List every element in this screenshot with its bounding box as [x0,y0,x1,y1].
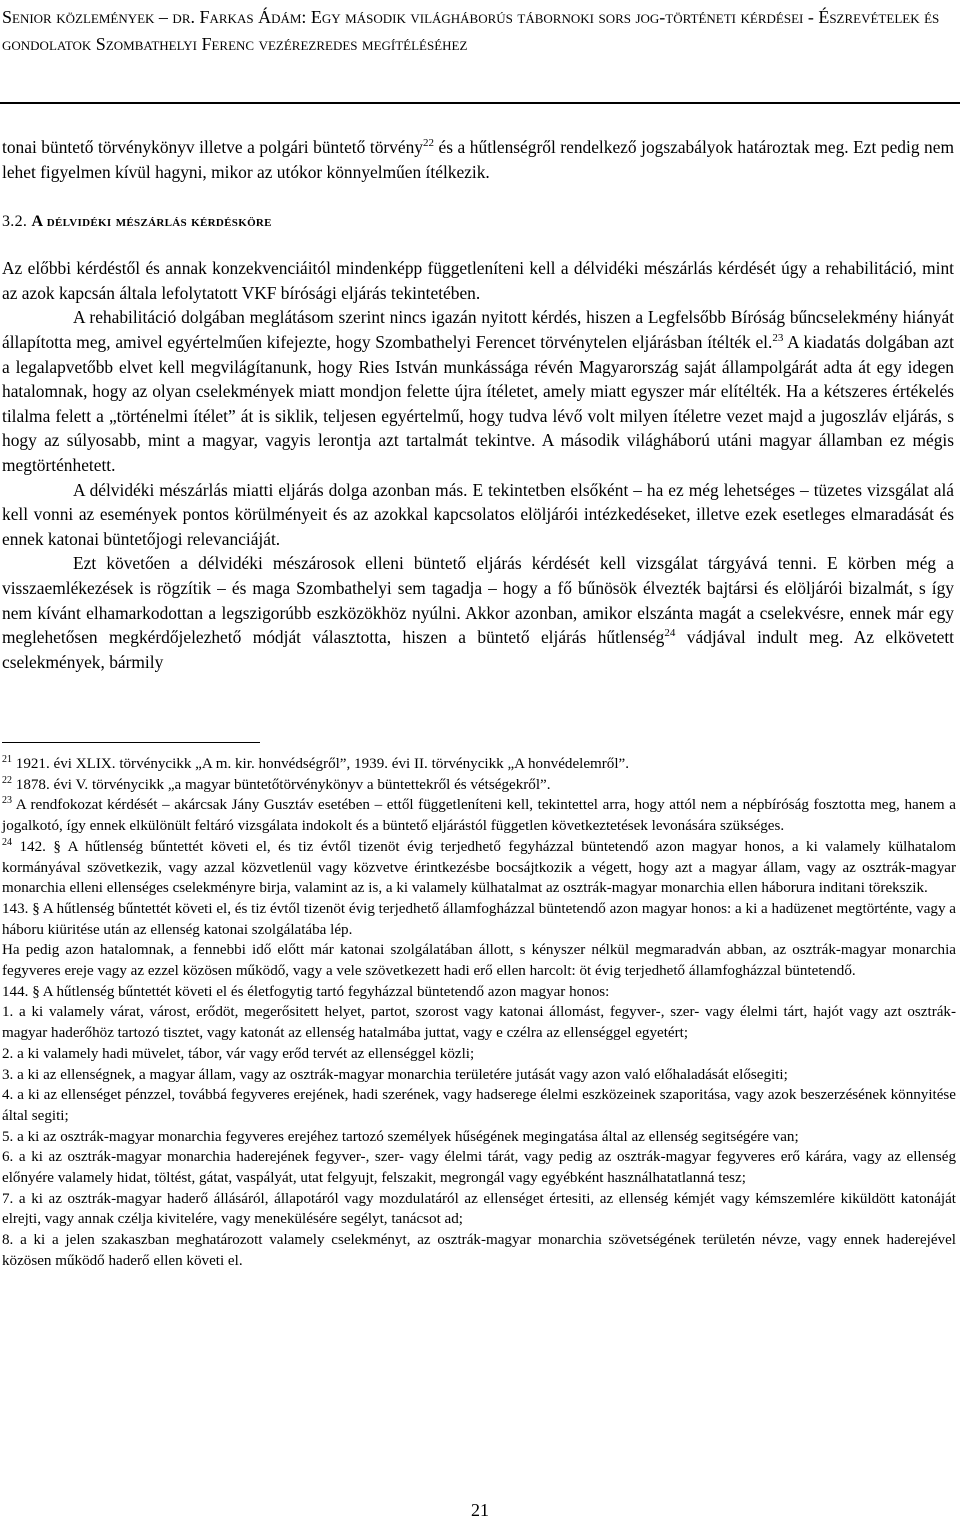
footnote-ref-23[interactable]: 23 [772,331,784,344]
footnote-section-143: 143. § A hűtlenség bűntettét követi el, és tiz évtől tizenöt évig terjedhető államfogházzal büntetendő azon magyar honos: a ki a hadüzenet megtörténte, vagy a háboru kiüritése után az ellenség katonai szolgálatába lép. [2,900,956,938]
footnote-ref-22[interactable]: 22 [423,137,434,149]
footnote-section-144: 144. § A hűtlenség bűntettét követi el és életfogytig tartó fegyházzal büntetendő azon magyar honos: [2,983,610,1000]
section-heading [2,210,954,234]
page-number: 21 [471,1500,489,1520]
section-number: 3.2. [2,213,32,231]
footnote-24: $^{24}$ 142. § A hűtlenség bűntettét követi el, és tiz évtől tizenöt évig terjedhető fegyházzal büntetendő azon magyar honos, a ki valamely külhatalom kormányával szövetkezik, vagy azzal közvetlenül vagy közvetve érintkezésbe bocsájtkozik a végett, hogy azt a magyar állam, vagy az osztrák-magyar monarchia elleni ellenséges cselekményre birja, valamint az is, a ki valamely külhatalmat az osztrák-magyar monarchia ellen háborura inditani törekszik. [2,836,956,897]
footnote-item-8: 8. a ki a jelen szakaszban meghatározott valamely cselekményt, az osztrák-magyar monarchia szövetségének területén névze, vagy ennek haderejével közösen működő haderő ellen követi el. [2,1232,956,1269]
footnote-item-7: 7. a ki az osztrák-magyar haderő állásáról, állapotáról vagy mozdulatáról az ellenséget értesiti, az ellenség kémjét vagy kémszemlére kiküldött katonáját elrejti, vagy annak czélja kivitelére, vagy menekülésére segélyt, tanácsot ad; [2,1190,956,1228]
footnotes [2,754,956,1272]
footnote-item-4: 4. a ki az ellenséget pénzzel, továbbá fegyveres erejének, hadi szerének, vagy hadserege élelmi eszközeinek szaporitása, vagy azok beszerzésének könnyitése által segiti; [2,1087,956,1124]
footnote-item-1: 1. a ki valamely várat, várost, erődöt, megerősitett helyet, partot, szorost vagy katonai állomást, fegyver-, szer- vagy élelmi tárt, hajót vagy azt osztrák-magyar haderőhöz tartozó tisztet, vagy katonát az ellenség hatalmába juttat, vagy e czélra az ellenséggel egyetért; [2,1004,956,1042]
paragraph-2: Az előbbi kérdéstől és annak konzekvenciáitól mindenképp függetleníteni kell a délvidéki mészárlás kérdését úgy a rehabilitáció, mint az azok kapcsán általa lefolytatott VKF bírósági eljárás tekintetében. [2,258,954,303]
header-divider [0,102,960,104]
footnote-item-2: 2. a ki valamely hadi müvelet, tábor, vár vagy erőd tervét az ellenséggel közli; [2,1045,475,1062]
running-header: Senior közlemények – dr. Farkas Ádám: Egy második világháborús tábornoki sors jog-történeti kérdései - Észrevételek és gondolatok Szombathelyi Ferenc vezérezredes megítéléséhez [2,7,940,54]
footnote-item-3: 3. a ki az ellenségnek, a magyar állam, vagy az osztrák-magyar monarchia területére jutását vagy azon való előhaladását elősegiti; [2,1066,788,1083]
footnote-item-6: 6. a ki az osztrák-magyar monarchia haderejének fegyver-, szer- vagy élelmi tárát, vagy pedig az osztrák-magyar fegyveres erő kárára, vagy az ellenség előnyére valamely hidat, töltést, gátat, vaspályát, utat felgyujt, felszakit, megrongál vagy egyébként használhatatlanná tesz; [2,1149,956,1187]
footnote-divider [2,742,260,743]
footnote-21: $^{21}$ 1921. évi XLIX. törvénycikk „A m. kir. honvédségről”, 1939. évi II. törvénycikk „A honvédelemről”. [2,754,630,772]
section-title: A délvidéki mészárlás kérdésköre [31,213,272,231]
paragraph-5: Ezt követően a délvidéki mészárosok elleni büntető eljárás kérdését kell vizsgálat tárgyává tenni. E körben még a visszaemlékezések is rögzítik – és maga Szombathelyi sem tagadja – hogy a fő bűnösök élvezték bajtársi és elöljárói bizalmát, s így nem kívánt elhamarkodottan a legszigorúbb eszközökhöz nyúlni. Akkor azonban, amikor elszánta magát a cselekvésre, ennek már egy meglehetősen megkérdőjelezhető módját választotta, hiszen a büntető eljárás hűtlenség$^{24}$ vádjával indult meg. Az elkövetett cselekmények, bármily [2,553,955,672]
footnote-22: $^{22}$ 1878. évi V. törvénycikk „a magyar büntetőtörvénykönyv a büntettekről és vétségekről”. [2,774,551,793]
paragraph-3: A rehabilitáció dolgában meglátásom szerint nincs igazán nyitott kérdés, hiszen a Legfelsőbb Bíróság bűncselekmény hiányát állapította meg, amivel egyértelműen kifejezte, hogy Szombathelyi Ferencet törvénytelen eljárásban ítélték el.$^{23}$ A kiadatás dolgában azt a legalapvetőbb elvet kell megvilágítanunk, hogy Ries István munkássága révén Magyarország saját állampolgárát adta át egy idegen hatalomnak, hogy az olyan cselekmények miatt mondjon felette újra ítéletet, amely miatt egyszer már elítélték. Ha a kétszeres értékelés tilalma felett a „történelmi ítélet” át is siklik, teljesen egyértelmű, hogy tudva lévő volt milyen ítéletre vezet majd a jugoszláv eljárás, s hogy az súlyosabb, mint a magyar, vagyis lerontja azt tartalmát tekintve. A második világháború utáni magyar államban ez mégis megtörténhetett. [2,307,954,475]
footnote-23: $^{23}$ A rendfokozat kérdését – akárcsak Jány Gusztáv esetében – ettől függetleníteni kell, tekintettel arra, hogy attól nem a népbíróság fosztotta meg, hanem a jogalkotó, így ennek elkülönült feltáró vizsgálata indokolt és a büntető eljárástól független következtetések levonására szükséges. [2,795,956,835]
footnote-item-5: 5. a ki az osztrák-magyar monarchia fegyveres erejéhez tartozó személyek hűségének megingatása által az ellenség segitségére van; [2,1128,799,1145]
footnote-ref-24[interactable]: 24 [664,627,676,640]
footnote-section-143-cont: Ha pedig azon hatalomnak, a fennebbi idő előtt már katonai szolgálatában állott, s kényszer nélkül megmaradván abban, az osztrák-magyar monarchia fegyveres ereje vagy az ezzel közösen működő, vagy a vele szövetkezett hadi erő ellen harcolt: öt évig terjedhető államfogházzal büntetendő. [2,942,956,980]
paragraph-4: A délvidéki mészárlás miatti eljárás dolga azonban más. E tekintetben elsőként – ha ez még lehetséges – tüzetes vizsgálat alá kell vonni az események pontos körülményeit és az azokkal kapcsolatos elöljárói intézkedéseket, illetve ezek esetleges elmaradását és ennek katonai büntetőjogi relevanciáját. [2,479,954,549]
paragraph-1: tonai büntető törvénykönyv illetve a polgári büntető törvény$^{22}$ és a hűtlenségről rendelkező jogszabályok határoztak meg. Ezt pedig nem lehet figyelmen kívül hagyni, mikor az utókor könnyelműen ítélkezik. [2,137,954,182]
main-text [2,135,954,674]
